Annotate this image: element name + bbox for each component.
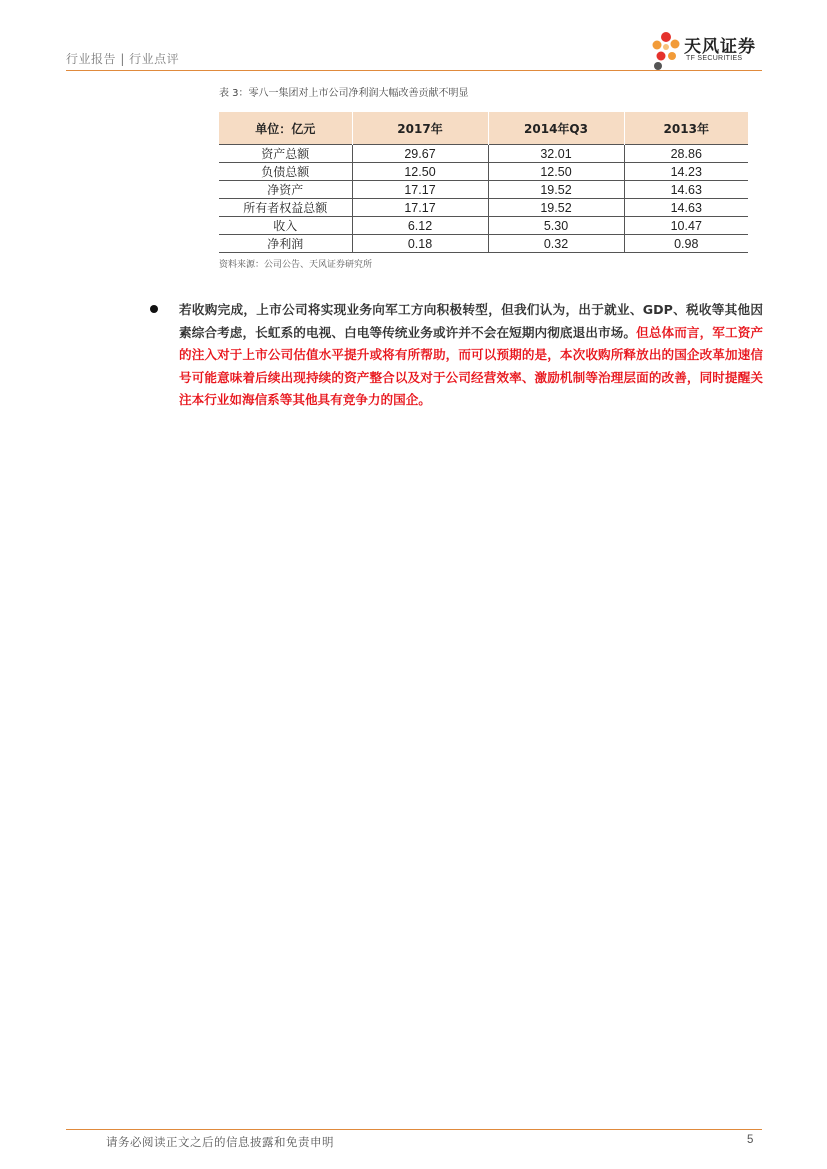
table-cell: 14.63 [624,181,748,199]
table-cell: 0.32 [488,235,624,253]
company-logo [650,28,762,72]
bullet-paragraph [179,299,763,412]
table-cell: 14.23 [624,163,748,181]
table-row [219,145,748,163]
page-number: 5 [747,1134,754,1146]
financial-table [219,112,748,253]
table-row [219,199,748,217]
table-header-row [219,112,748,145]
table-cell: 19.52 [488,181,624,199]
footer-disclaimer: 请务必阅读正文之后的信息披露和免责申明 [106,1135,334,1149]
paragraph-normal-text: 若收购完成，上市公司将实现业务向军工方向积极转型，但我们认为，出于就业、GDP、税收等其他因素综合考虑，长虹系的电视、白电等传统业务或许并不会在短期内彻底退出市场。 [179,302,763,340]
table-cell: 0.98 [624,235,748,253]
report-type-label: 行业报告 | 行业点评 [66,52,180,66]
table-cell: 32.01 [488,145,624,163]
table-row [219,217,748,235]
table-row [219,181,748,199]
row-label: 收入 [219,217,352,235]
table-cell: 28.86 [624,145,748,163]
table-title: 表 3：零八一集团对上市公司净利润大幅改善贡献不明显 [219,88,469,99]
paragraph-highlight-text: 但总体而言，军工资产的注入对于上市公司估值水平提升或将有所帮助，而可以预期的是，本次收购所释放出的国企改革加速信号可能意味着后续出现持续的资产整合以及对于公司经营效率、激励机制等治理层面的改善，同时提醒关注本行业如海信系等其他具有竞争力的国企。 [179,324,764,407]
logo-english-name: TF SECURITIES [686,55,743,62]
table-cell: 29.67 [352,145,488,163]
table-source-note: 资料来源：公司公告、天风证券研究所 [219,260,373,270]
table-cell: 5.30 [488,217,624,235]
table-cell: 0.18 [352,235,488,253]
row-label: 资产总额 [219,145,352,163]
logo-name: 天风证券 [684,37,756,57]
table-cell: 14.63 [624,199,748,217]
table-row [219,235,748,253]
table-cell: 12.50 [488,163,624,181]
row-label: 所有者权益总额 [219,199,352,217]
flower-logo-icon [650,28,684,72]
footer-divider [66,1129,762,1130]
row-label: 负债总额 [219,163,352,181]
table-cell: 17.17 [352,199,488,217]
column-header: 2013年 [624,112,748,145]
table-row [219,163,748,181]
row-label: 净资产 [219,181,352,199]
table-cell: 10.47 [624,217,748,235]
row-label: 净利润 [219,235,352,253]
column-header: 2017年 [352,112,488,145]
column-header: 单位：亿元 [219,112,352,145]
table-cell: 12.50 [352,163,488,181]
table-cell: 6.12 [352,217,488,235]
column-header: 2014年Q3 [488,112,624,145]
table-cell: 17.17 [352,181,488,199]
bullet-point-icon [150,305,158,313]
table-cell: 19.52 [488,199,624,217]
